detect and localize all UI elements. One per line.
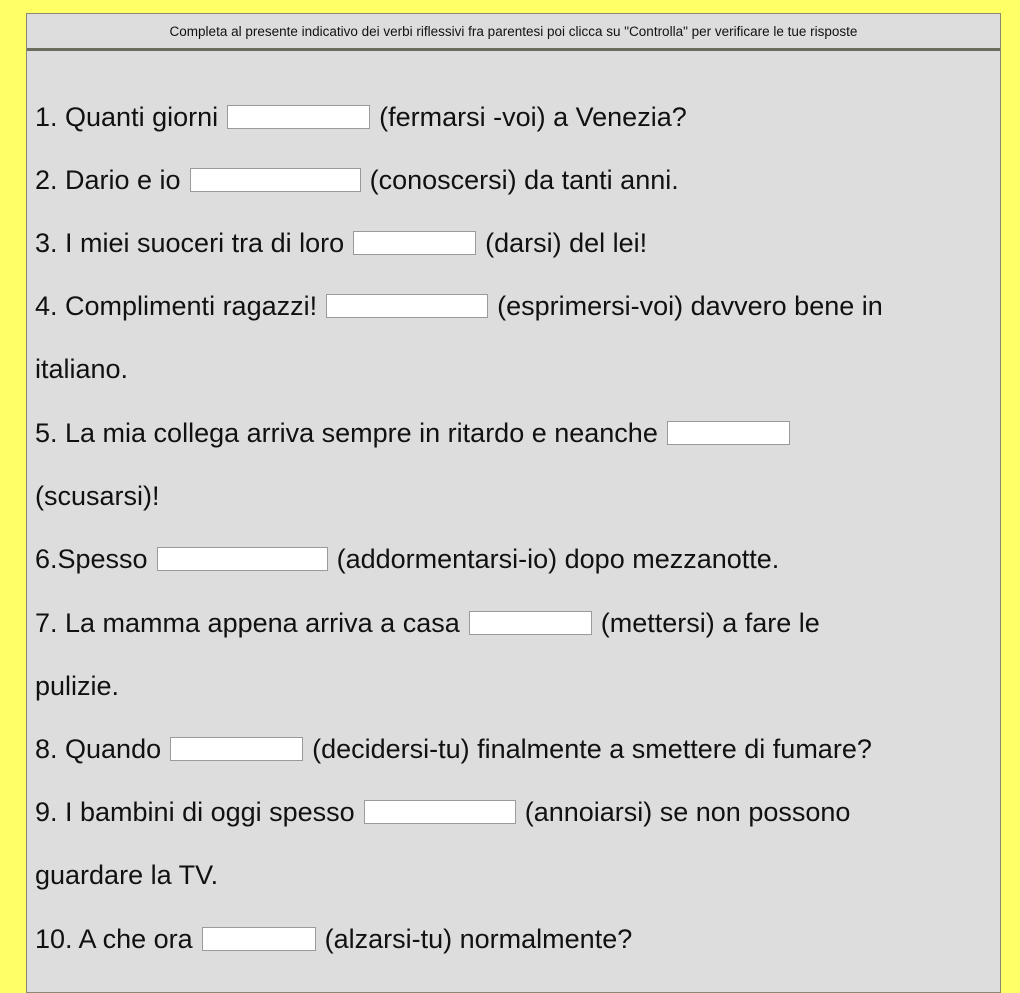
exercise-item-4 (35, 290, 883, 322)
item-5-answer-input[interactable] (667, 421, 790, 445)
instruction-header: Completa al presente indicativo dei verbi riflessivi fra parentesi poi clicca su "Controlla" per verificare le tue risposte (27, 14, 1000, 51)
item-2-answer-input[interactable] (190, 168, 361, 192)
item-3-hint: (darsi) del lei! (485, 228, 648, 258)
item-7-answer-input[interactable] (469, 611, 592, 635)
item-10-hint: (alzarsi-tu) normalmente? (324, 924, 633, 954)
item-9-answer-input[interactable] (364, 800, 516, 824)
item-5-hint: (scusarsi)! (35, 481, 160, 511)
exercise-item-7 (35, 607, 820, 639)
item-4-continuation-text: italiano. (35, 354, 129, 384)
item-9-hint: (annoiarsi) se non possono (524, 797, 851, 827)
item-5-text: 5. La mia collega arriva sempre in ritardo e neanche (35, 418, 658, 448)
item-10-text: 10. A che ora (35, 924, 193, 954)
item-2-text: 2. Dario e io (35, 165, 181, 195)
exercise-item-2 (35, 164, 679, 196)
item-10-answer-input[interactable] (202, 927, 316, 951)
item-9-continuation-text: guardare la TV. (35, 860, 219, 890)
exercise-item-5-continuation (35, 480, 160, 512)
exercise-item-7-continuation (35, 670, 119, 702)
item-8-answer-input[interactable] (170, 737, 303, 761)
item-4-hint: (esprimersi-voi) davvero bene in (497, 291, 883, 321)
item-8-text: 8. Quando (35, 734, 162, 764)
item-6-answer-input[interactable] (157, 547, 328, 571)
item-1-answer-input[interactable] (227, 105, 370, 129)
item-4-text: 4. Complimenti ragazzi! (35, 291, 318, 321)
exercise-item-8 (35, 733, 872, 765)
exercise-item-4-continuation (35, 353, 128, 385)
item-6-text: 6.Spesso (35, 544, 148, 574)
item-9-text: 9. I bambini di oggi spesso (35, 797, 355, 827)
item-3-answer-input[interactable] (353, 231, 476, 255)
item-1-text: 1. Quanti giorni (35, 102, 219, 132)
exercise-item-5 (35, 417, 799, 449)
item-1-hint: (fermarsi -voi) a Venezia? (379, 102, 687, 132)
item-7-text: 7. La mamma appena arriva a casa (35, 608, 460, 638)
item-3-text: 3. I miei suoceri tra di loro (35, 228, 345, 258)
exercise-item-9-continuation (35, 859, 218, 891)
exercise-item-3 (35, 227, 647, 259)
exercise-item-6 (35, 543, 779, 575)
item-6-hint: (addormentarsi-io) dopo mezzanotte. (336, 544, 780, 574)
exercise-item-10 (35, 923, 632, 955)
exercise-panel (26, 13, 1001, 993)
exercise-item-1 (35, 101, 687, 133)
item-8-hint: (decidersi-tu) finalmente a smettere di fumare? (312, 734, 872, 764)
item-4-answer-input[interactable] (326, 294, 488, 318)
item-2-hint: (conoscersi) da tanti anni. (369, 165, 679, 195)
item-7-hint: (mettersi) a fare le (600, 608, 820, 638)
exercise-item-9 (35, 796, 850, 828)
item-7-continuation-text: pulizie. (35, 671, 120, 701)
